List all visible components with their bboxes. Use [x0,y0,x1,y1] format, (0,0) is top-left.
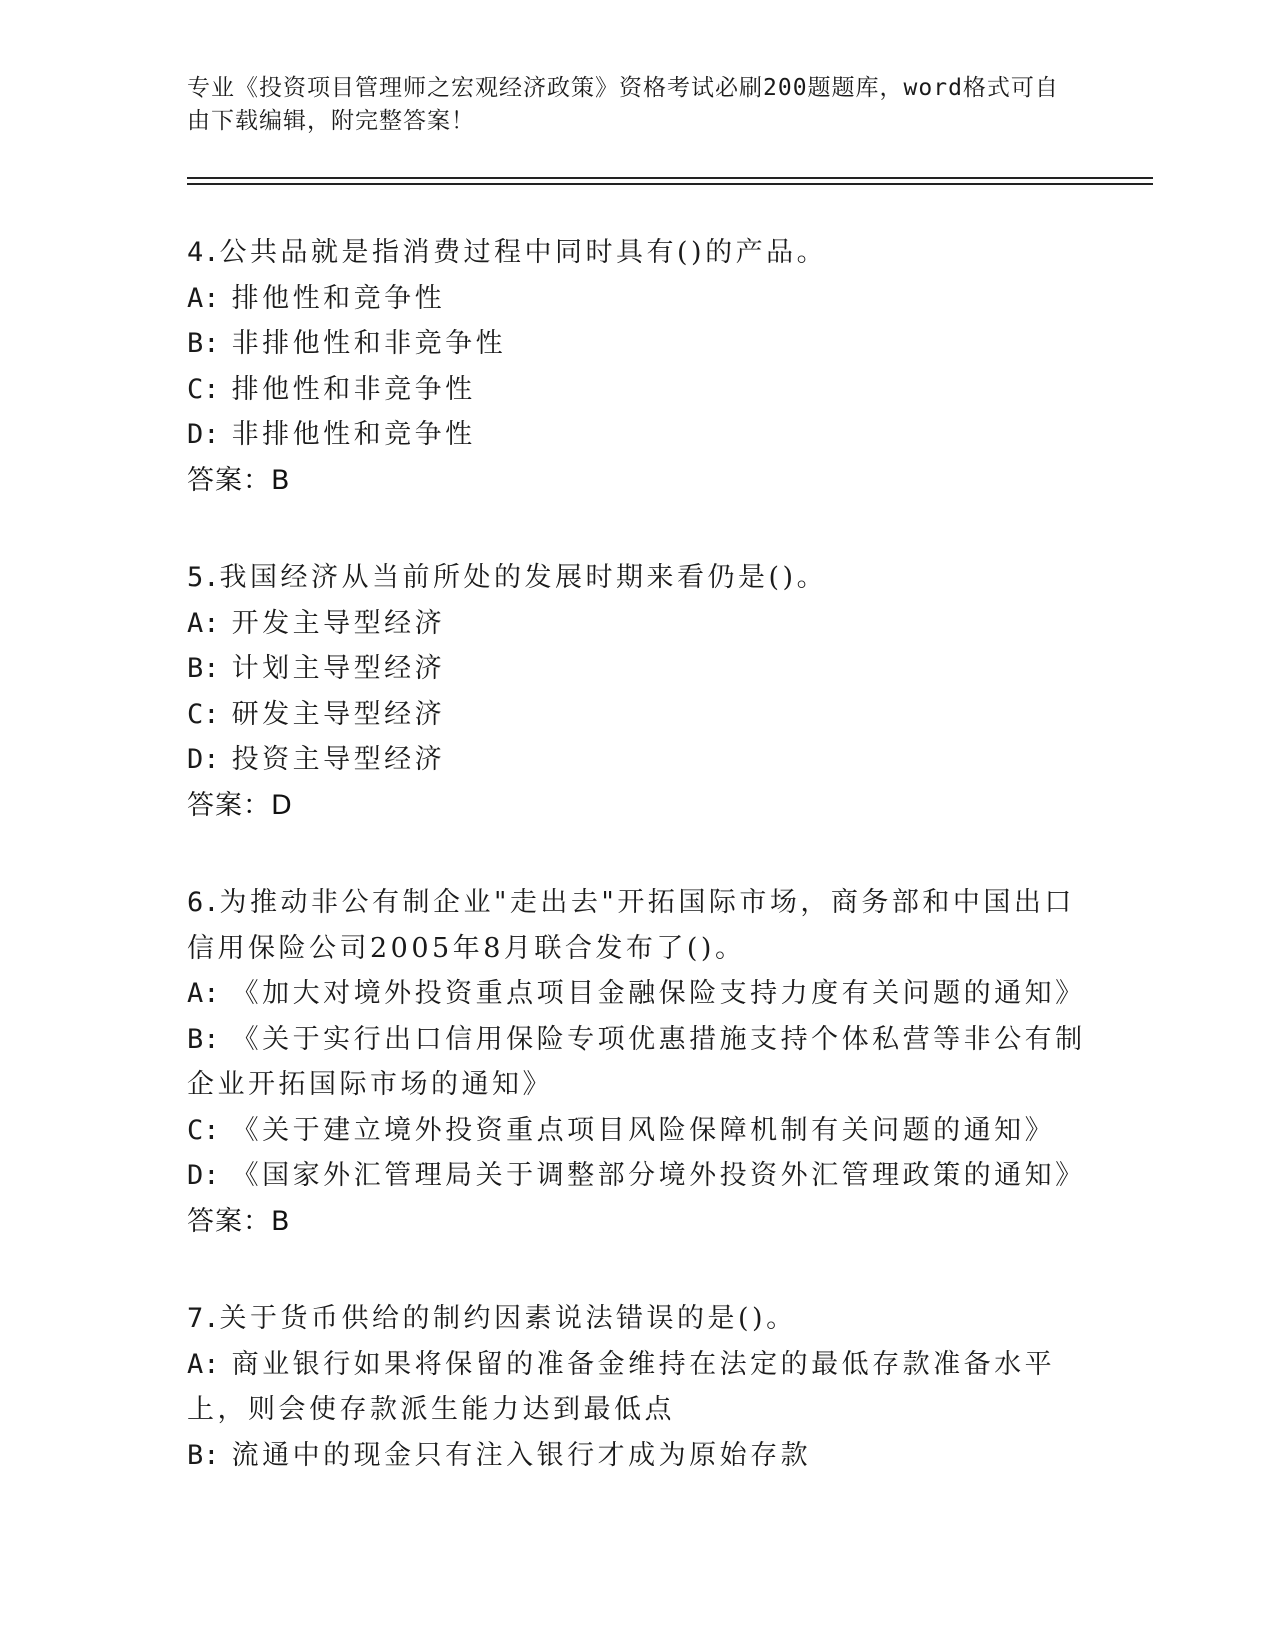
question-stem: 我国经济从当前所处的发展时期来看仍是()。 [219,562,828,593]
option-letter: C: [187,698,220,730]
option-b [187,1433,1087,1479]
option-text: 排他性和非竞争性 [231,373,476,405]
option-letter: B: [187,1439,220,1471]
question-text [187,880,1087,971]
document-intro: 专业《投资项目管理师之宏观经济政策》资格考试必刷200题题库，word格式可自由下载编辑，附完整答案！ [187,75,1059,134]
option-c [187,692,1087,738]
question-4 [187,230,1087,503]
question-stem: 关于货币供给的制约因素说法错误的是()。 [219,1303,797,1334]
option-letter: A: [187,1348,220,1380]
option-b [187,1017,1087,1108]
option-a [187,971,1087,1017]
question-list [187,230,1087,1530]
option-text: 投资主导型经济 [231,744,446,775]
option-d [187,412,1087,458]
option-text: 《加大对境外投资重点项目金融保险支持力度有关问题的通知》 [231,978,1086,1009]
option-text: 流通中的现金只有注入银行才成为原始存款 [231,1439,812,1471]
option-letter: D: [187,744,220,775]
option-letter: B: [187,328,220,359]
option-text: 非排他性和非竞争性 [231,328,507,359]
header-divider-bottom [187,183,1153,185]
option-letter: B: [187,1023,220,1055]
option-text: 开发主导型经济 [231,607,446,639]
question-6 [187,880,1087,1244]
option-text: 商业银行如果将保留的准备金维持在法定的最低存款准备水平上，则会使存款派生能力达到最低点 [187,1348,1056,1425]
question-text [187,555,1087,601]
question-text [187,1296,1087,1342]
option-letter: A: [187,607,220,639]
option-d [187,1153,1087,1199]
question-number: 5. [187,562,220,593]
option-text: 《关于建立境外投资重点项目风险保障机制有关问题的通知》 [231,1114,1056,1146]
option-d [187,737,1087,783]
option-a [187,276,1087,322]
answer-label: 答案：B [187,1205,291,1237]
option-letter: B: [187,653,220,684]
option-c [187,367,1087,413]
question-number: 4. [187,237,220,268]
option-a [187,601,1087,647]
option-letter: C: [187,373,220,405]
option-letter: D: [187,1160,220,1191]
option-letter: A: [187,978,220,1009]
option-text: 研发主导型经济 [231,698,446,730]
option-letter: D: [187,419,220,450]
question-number: 6. [187,887,220,918]
option-text: 《关于实行出口信用保险专项优惠措施支持个体私营等非公有制企业开拓国际市场的通知》 [187,1023,1086,1100]
question-stem: 为推动非公有制企业"走出去"开拓国际市场，商务部和中国出口信用保险公司2005年8月联合发布了()。 [187,887,1075,964]
answer-label: 答案：B [187,464,291,496]
question-number: 7. [187,1303,220,1334]
option-b [187,321,1087,367]
option-b [187,646,1087,692]
question-5 [187,555,1087,828]
option-a [187,1342,1087,1433]
option-text: 《国家外汇管理局关于调整部分境外投资外汇管理政策的通知》 [231,1160,1086,1191]
option-letter: C: [187,1114,220,1146]
option-text: 非排他性和竞争性 [231,419,476,450]
option-letter: A: [187,282,220,314]
question-text [187,230,1087,276]
question-7 [187,1296,1087,1478]
option-text: 排他性和竞争性 [231,282,446,314]
answer-label: 答案：D [187,789,293,821]
question-stem: 公共品就是指消费过程中同时具有()的产品。 [219,237,828,268]
option-text: 计划主导型经济 [231,653,446,684]
option-c [187,1108,1087,1154]
header-divider-top [187,177,1153,179]
